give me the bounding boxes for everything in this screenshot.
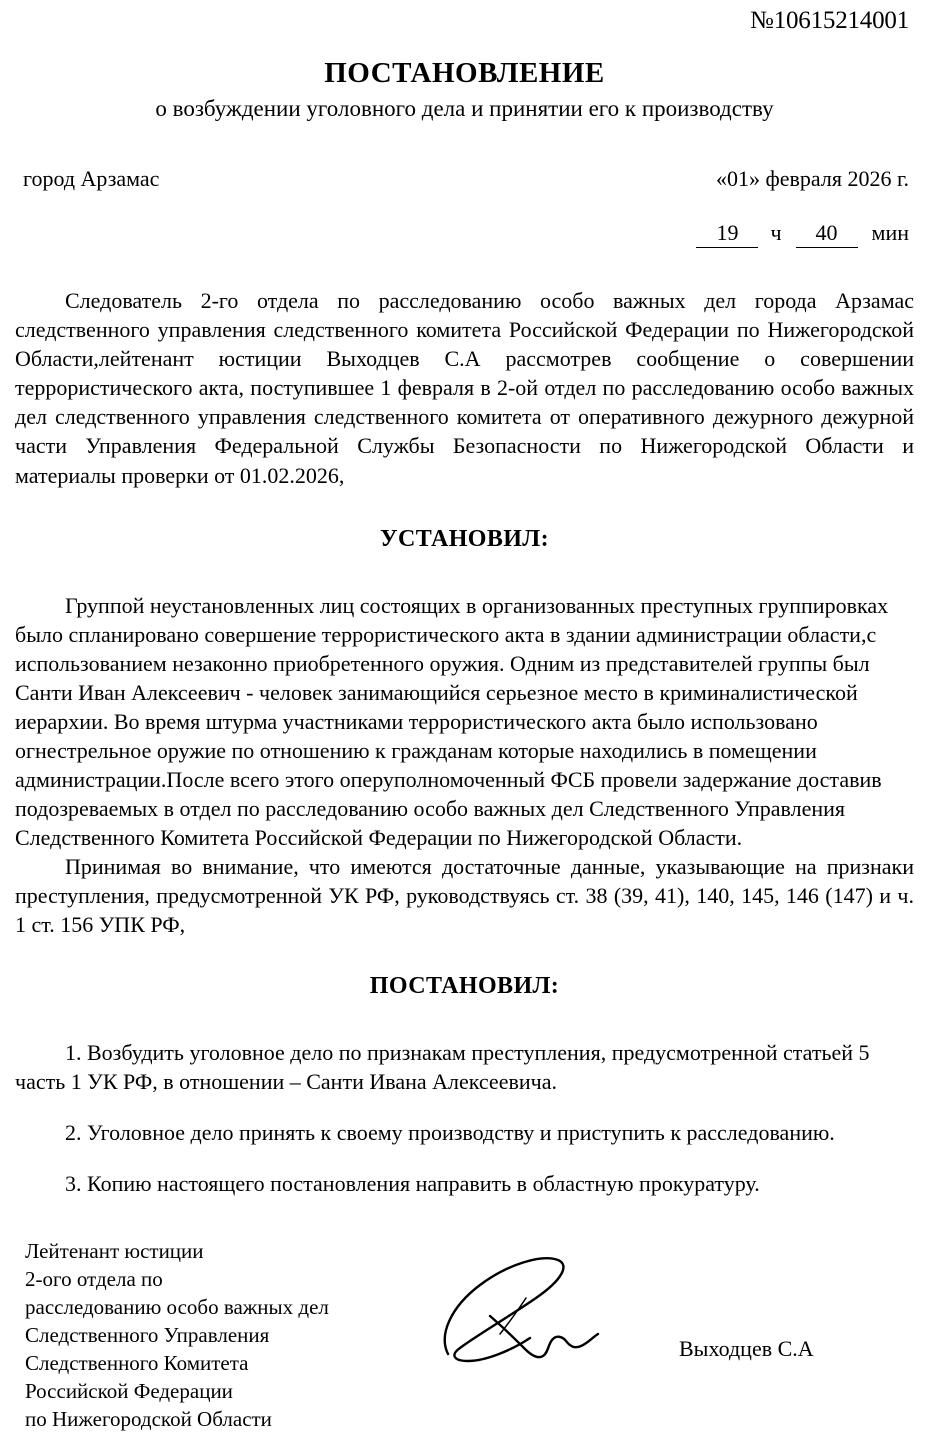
time-minutes-field[interactable]: 40 [796, 220, 858, 248]
established-paragraph-1: Группой неустановленных лиц состоящих в организованных преступных группировках было спланировано совершение террористического акта в здании администрации области,с использованием незаконно приобретенного оружия. Одним из представителей группы был Санти Иван Алексеевич - человек занимающийся серьезное место в криминалистической иерархии. Во время штурма участниками террористического акта было использовано огнестрельное оружие по отношению к гражданам которые находились в помещении администрации.После всего этого оперуполномоченный ФСБ провели задержание доставив подозреваемых в отдел по расследованию особо важных дел Следственного Управления Следственного Комитета Российской Федерации по Нижегородской Области. [15, 592, 889, 850]
signatory-title-line: по Нижегородской Области [25, 1406, 272, 1431]
signatory-title-line: Лейтенант юстиции [25, 1239, 204, 1264]
time-hours-field[interactable]: 19 [696, 220, 758, 248]
signatory-name: Выходцев С.А [679, 1336, 814, 1362]
place-date-row [15, 166, 914, 192]
handwritten-signature-icon [430, 1246, 690, 1376]
signatory-title-line: расследованию особо важных дел [25, 1294, 329, 1319]
page-subtitle: о возбуждении уголовного дела и принятии его к производству [155, 95, 774, 121]
resolution-item: 3. Копию настоящего постановления направить в областную прокуратуру. [65, 1171, 760, 1197]
resolution-item: 2. Уголовное дело принять к своему производству и приступить к расследованию. [65, 1119, 835, 1145]
page-title: ПОСТАНОВЛЕНИЕ [324, 57, 605, 89]
time-row [15, 220, 914, 248]
signatory-title-line: Российской Федерации [25, 1378, 233, 1403]
section-heading-established: УСТАНОВИЛ: [380, 525, 549, 552]
signatory-title-line: 2-ого отдела по [25, 1266, 163, 1291]
resolution-item: 1. Возбудить уголовное дело по признакам преступления, предусмотренной статьей 5 часть 1 УК РФ, в отношении – Санти Ивана Алексеевича. [15, 1039, 870, 1094]
resolution-items [15, 1038, 914, 1198]
signatory-title-line: Следственного Управления [25, 1322, 270, 1347]
time-hours-unit: ч [770, 220, 782, 246]
document-number: №10615214001 [750, 7, 909, 34]
place-label: город Арзамас [23, 166, 160, 192]
signatory-title-line: Следственного Комитета [25, 1350, 249, 1375]
date-label: «01» февраля 2026 г. [715, 166, 909, 192]
time-minutes-unit: мин [871, 220, 909, 246]
section-heading-resolution: ПОСТАНОВИЛ: [369, 972, 560, 999]
signatory-title-block [25, 1238, 329, 1433]
signature-area [15, 1238, 914, 1448]
established-paragraph-2: Принимая во внимание, что имеются достаточные данные, указывающие на признаки преступления, предусмотренной УК РФ, руководствуясь ст. 38 (39, 41), 140, 145, 146 (147) и ч. 1 ст. 156 УПК РФ, [15, 853, 914, 937]
preamble-paragraph: Следователь 2-го отдела по расследованию особо важных дел города Арзамас следственного управления следственного комитета Российской Федерации по Нижегородской Области,лейтенант юстиции Выходцев С.А рассмотрев сообщение о совершении террористического акта, поступившее 1 февраля в 2-ой отдел по расследованию особо важных дел следственного управления следственного комитета от оперативного дежурного дежурной части Управления Федеральной Службы Безопасности по Нижегородской Области и материалы проверки от 01.02.2026, [15, 288, 914, 488]
